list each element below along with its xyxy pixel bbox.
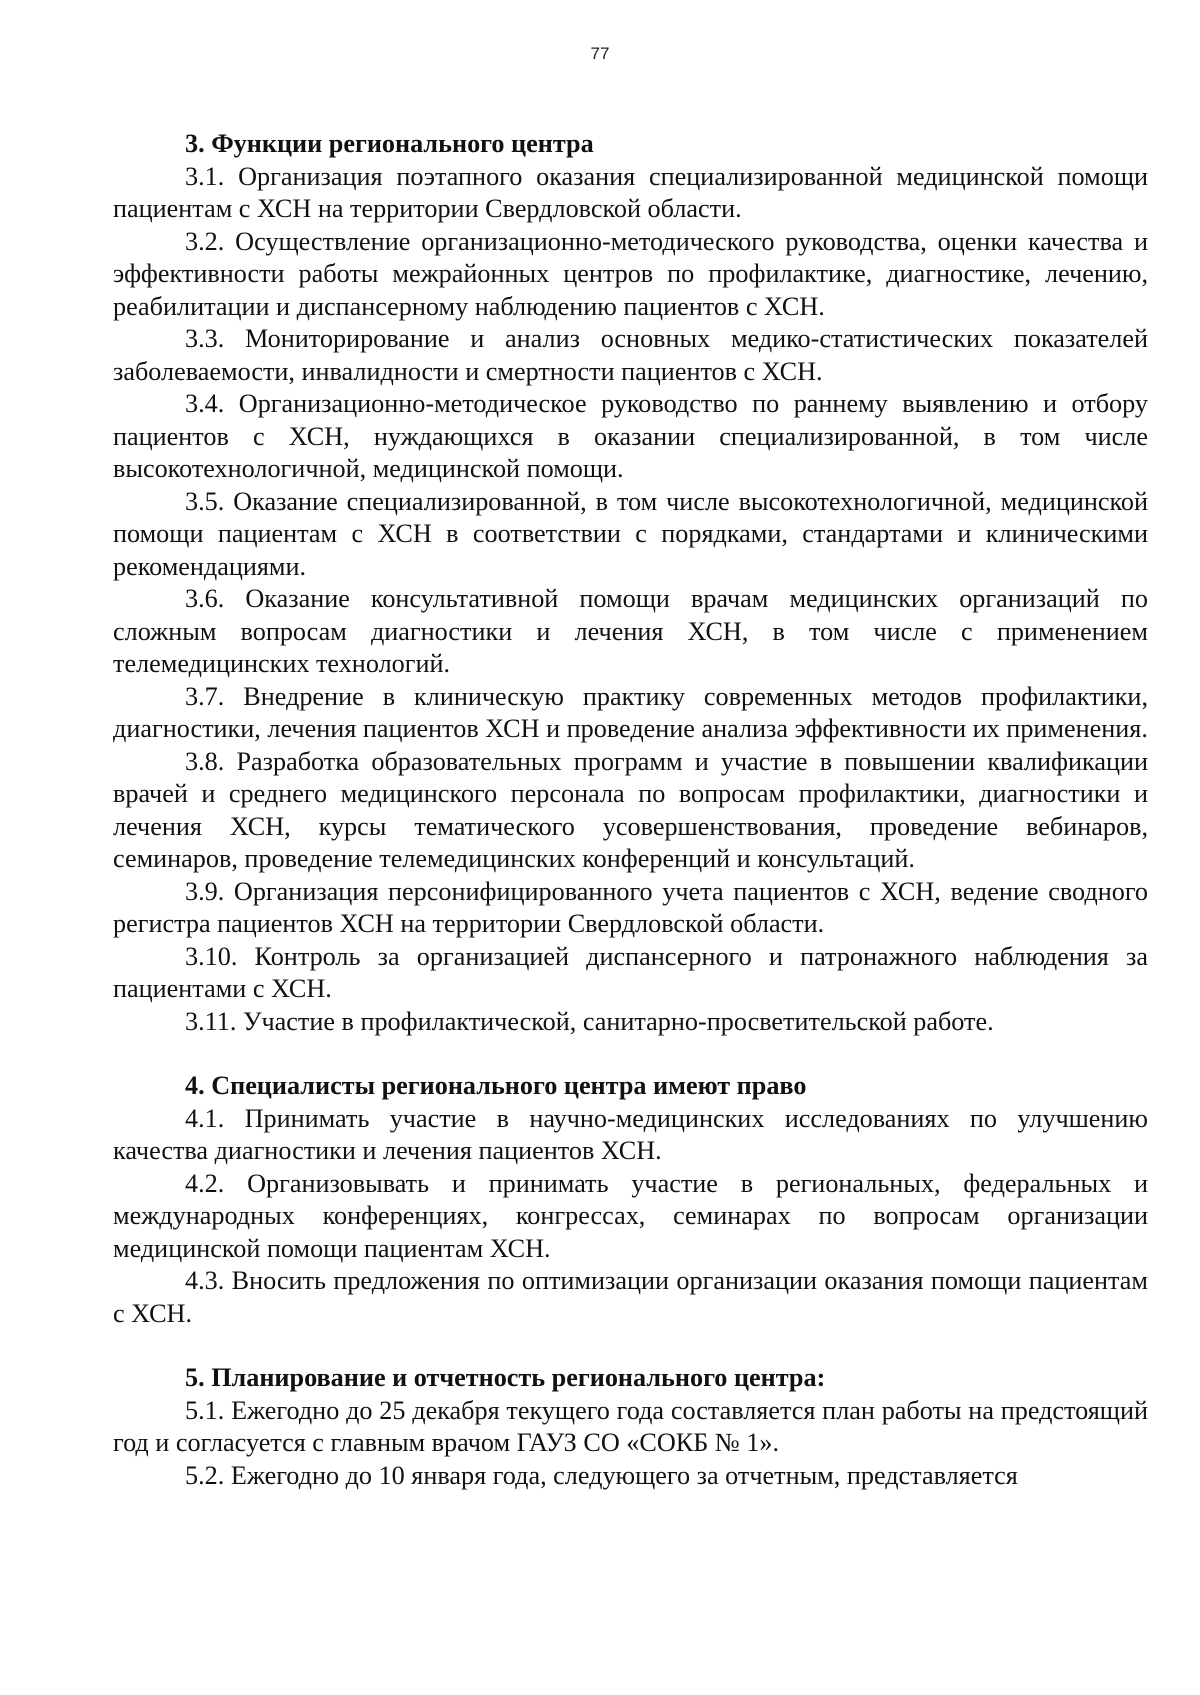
paragraph-3-3: 3.3. Мониторирование и анализ основных медико-статистических показателей заболеваемости, инвалидности и смертности пациентов с ХСН. bbox=[113, 324, 1148, 386]
paragraph-3-7: 3.7. Внедрение в клиническую практику современных методов профилактики, диагностики, лечения пациентов ХСН и проведение анализа эффективности их применения. bbox=[113, 681, 1148, 743]
section-4-rights bbox=[113, 1070, 1148, 1330]
paragraph-3-4: 3.4. Организационно-методическое руководство по раннему выявлению и отбору пациентов с ХСН, нуждающихся в оказании специализированной, в том числе высокотехнологичной, медицинской помощи. bbox=[113, 389, 1148, 483]
paragraph-4-1: 4.1. Принимать участие в научно-медицинских исследованиях по улучшению качества диагностики и лечения пациентов ХСН. bbox=[113, 1103, 1148, 1165]
paragraph-5-1: 5.1. Ежегодно до 25 декабря текущего года составляется план работы на предстоящий год и согласуется с главным врачом ГАУЗ СО «СОКБ № 1». bbox=[113, 1395, 1148, 1457]
paragraph-3-9: 3.9. Организация персонифицированного учета пациентов с ХСН, ведение сводного регистра пациентов ХСН на территории Свердловской области. bbox=[113, 876, 1148, 938]
section-heading: 3. Функции регионального центра bbox=[185, 129, 594, 158]
document-body bbox=[113, 128, 1148, 1492]
paragraph-3-5: 3.5. Оказание специализированной, в том числе высокотехнологичной, медицинской помощи пациентам с ХСН в соответствии с порядками, стандартами и клиническими рекомендациями. bbox=[113, 486, 1148, 581]
paragraph-3-2: 3.2. Осуществление организационно-методического руководства, оценки качества и эффективности работы межрайонных центров по профилактике, диагностике, лечению, реабилитации и диспансерному наблюдению пациентов с ХСН. bbox=[113, 226, 1148, 321]
paragraph-3-8: 3.8. Разработка образовательных программ и участие в повышении квалификации врачей и среднего медицинского персонала по вопросам профилактики, диагностики и лечения ХСН, курсы тематического усовершенствования, проведение вебинаров, семинаров, проведение телемедицинских конференций и консультаций. bbox=[113, 746, 1148, 873]
section-5-planning bbox=[113, 1362, 1148, 1492]
section-3-functions bbox=[113, 128, 1148, 1038]
paragraph-4-3: 4.3. Вносить предложения по оптимизации организации оказания помощи пациентам с ХСН. bbox=[113, 1266, 1148, 1328]
paragraph-3-6: 3.6. Оказание консультативной помощи врачам медицинских организаций по сложным вопросам диагностики и лечения ХСН, в том числе с применением телемедицинских технологий. bbox=[113, 584, 1148, 678]
paragraph-3-10: 3.10. Контроль за организацией диспансерного и патронажного наблюдения за пациентами с ХСН. bbox=[113, 941, 1148, 1003]
section-heading: 5. Планирование и отчетность регионального центра: bbox=[185, 1363, 826, 1392]
paragraph-3-1: 3.1. Организация поэтапного оказания специализированной медицинской помощи пациентам с ХСН на территории Свердловской области. bbox=[113, 161, 1148, 223]
section-heading: 4. Специалисты регионального центра имеют право bbox=[185, 1071, 807, 1100]
paragraph-3-11: 3.11. Участие в профилактической, санитарно-просветительской работе. bbox=[185, 1006, 994, 1036]
paragraph-4-2: 4.2. Организовывать и принимать участие в региональных, федеральных и международных конференциях, конгрессах, семинарах по вопросам организации медицинской помощи пациентам ХСН. bbox=[113, 1168, 1148, 1263]
paragraph-5-2: 5.2. Ежегодно до 10 января года, следующего за отчетным, представляется bbox=[185, 1460, 1018, 1490]
page-number: 77 bbox=[590, 44, 610, 63]
